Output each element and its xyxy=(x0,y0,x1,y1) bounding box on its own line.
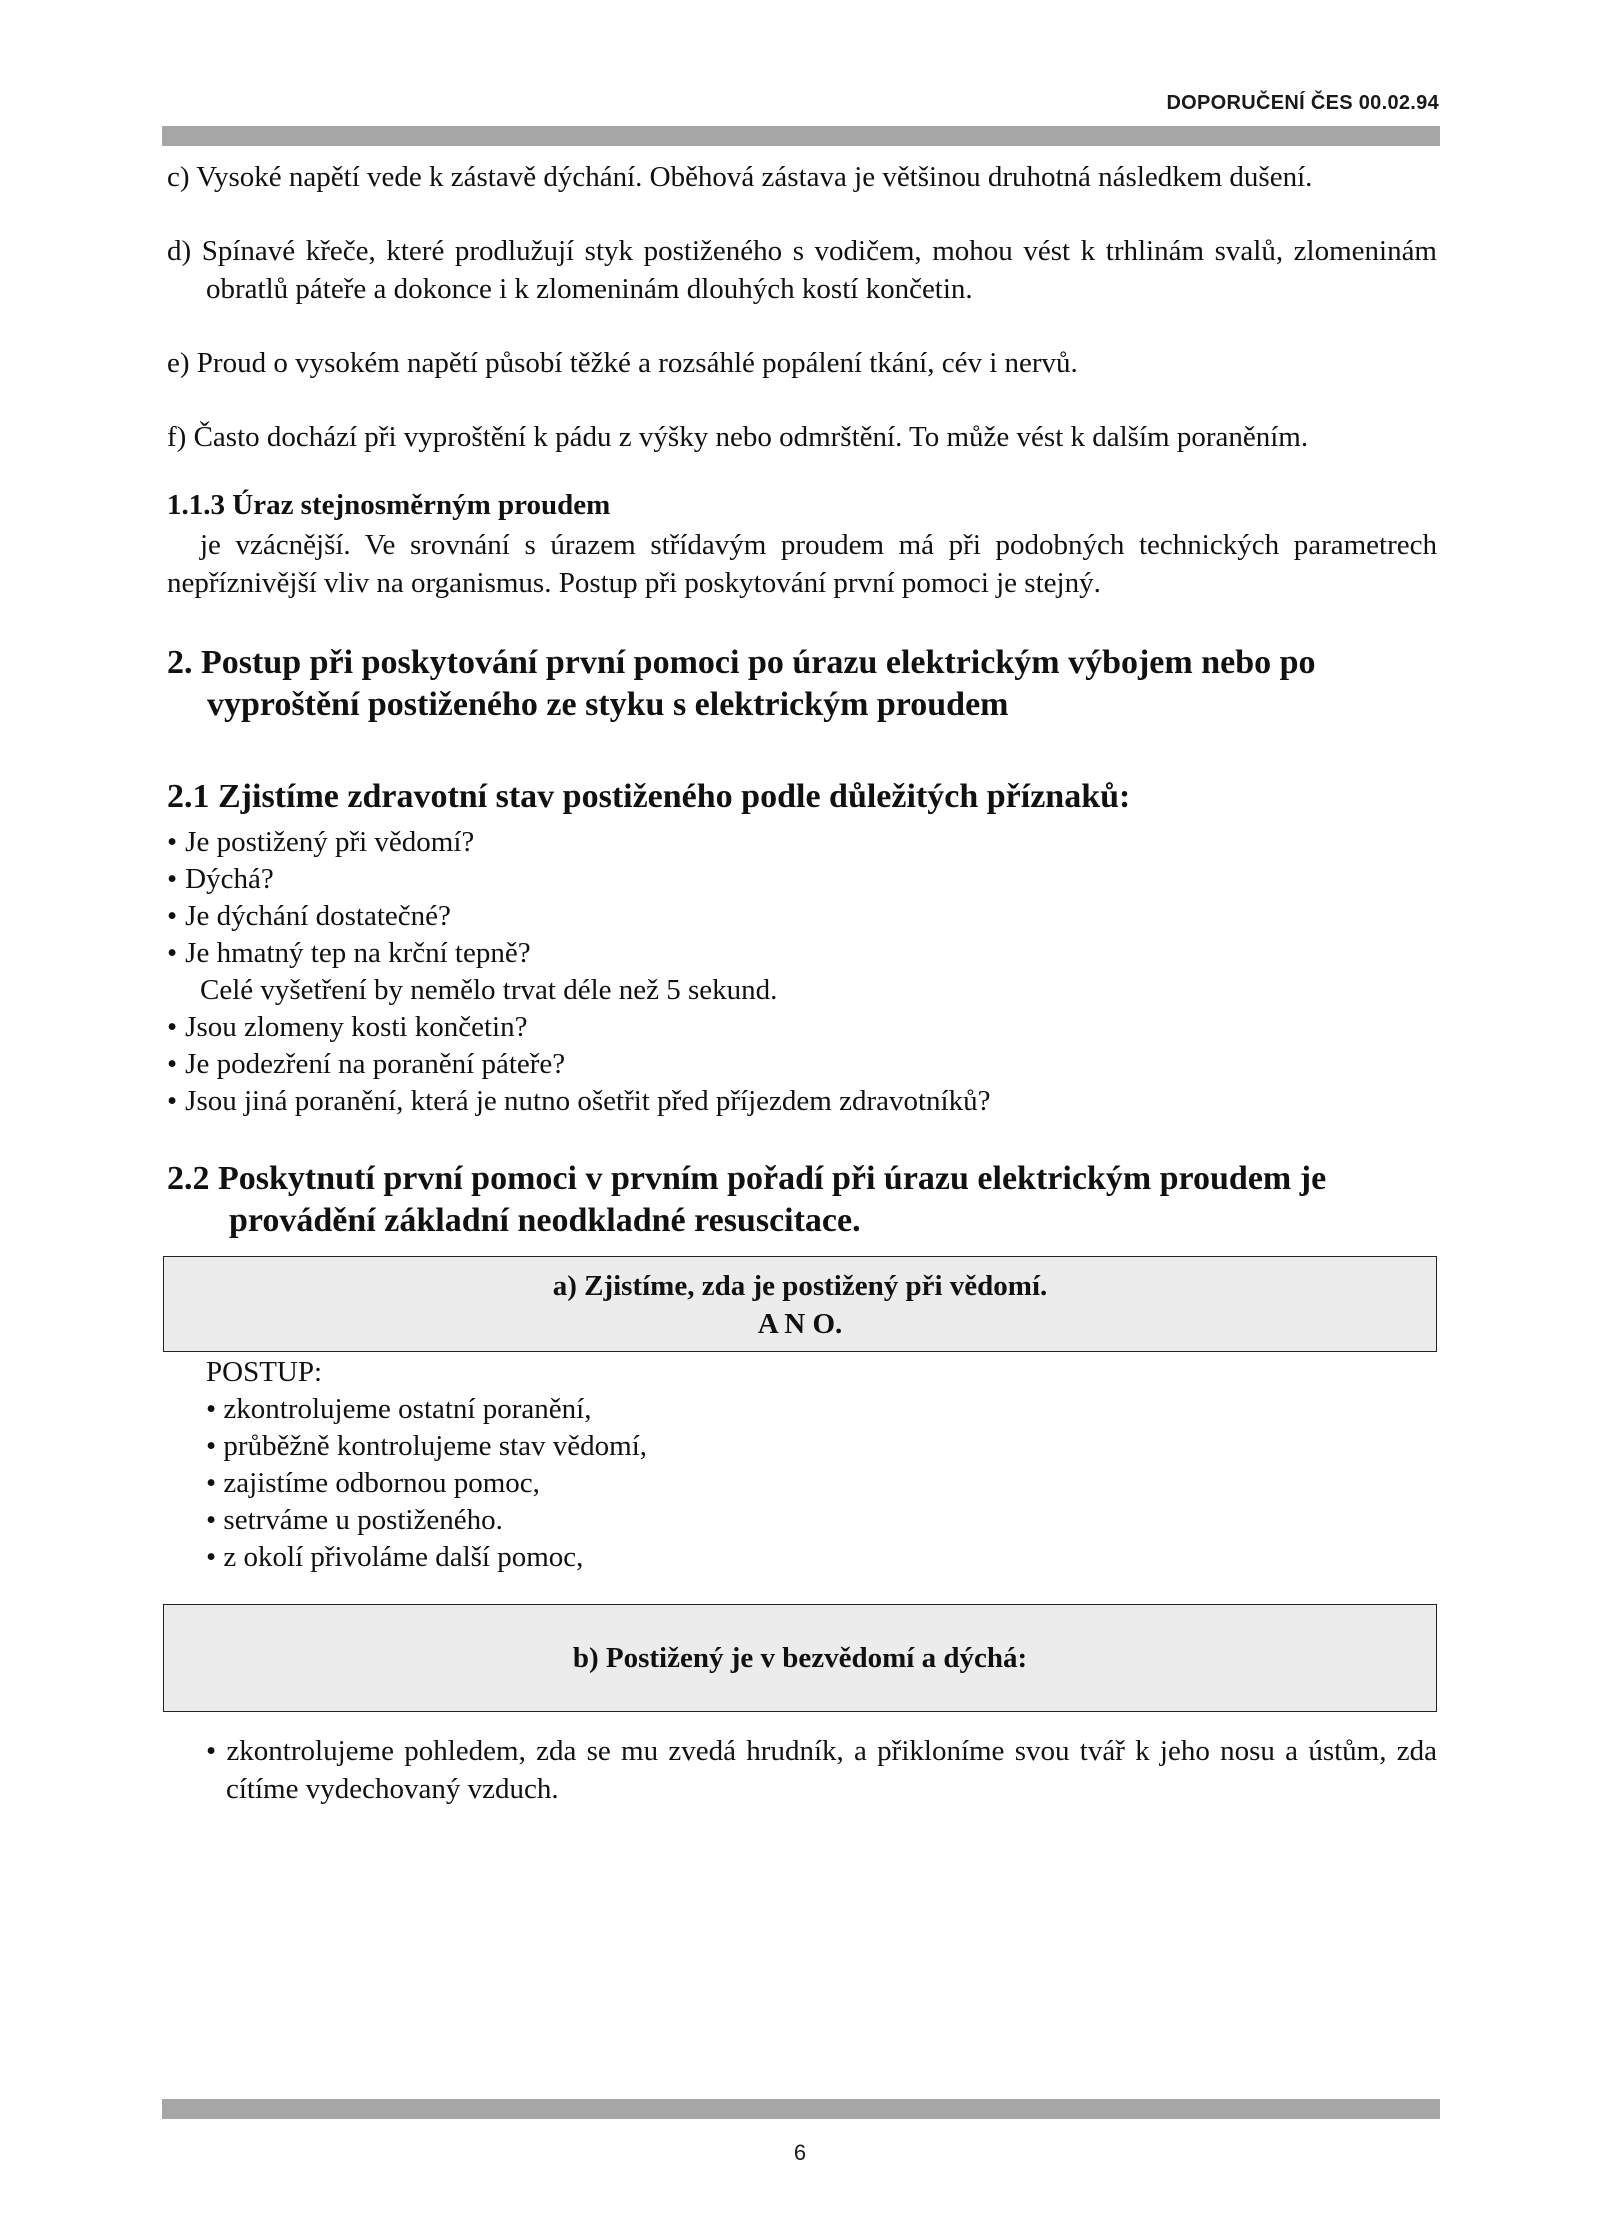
heading-1-1-3: 1.1.3 Úraz stejnosměrným proudem xyxy=(167,489,611,521)
list-item: • Jsou zlomeny kosti končetin? xyxy=(167,1011,528,1043)
box-a-answer: A N O. xyxy=(757,1308,843,1340)
bullet-icon: • xyxy=(206,1541,217,1573)
box-b-title: b) Postižený je v bezvědomí a dýchá: xyxy=(572,1642,1028,1674)
list-item: • průběžně kontrolujeme stav vědomí, xyxy=(206,1430,648,1462)
list-item: • Dýchá? xyxy=(167,863,274,895)
bullet-icon: • xyxy=(167,826,178,858)
bullet-icon: • xyxy=(206,1504,217,1536)
list-item: • zkontrolujeme ostatní poranění, xyxy=(206,1393,592,1425)
bullet-icon: • xyxy=(167,1048,178,1080)
footer-rule xyxy=(162,2099,1440,2119)
heading-2-1: 2.1 Zjistíme zdravotní stav postiženého podle důležitých příznaků: xyxy=(167,778,1131,815)
bullet-icon: • xyxy=(206,1735,217,1767)
list-item: • Je postižený při vědomí? xyxy=(167,826,475,858)
box-a-title: a) Zjistíme, zda je postižený při vědomí. xyxy=(552,1270,1048,1302)
bullet-icon: • xyxy=(167,863,178,895)
list-item-e: e) Proud o vysokém napětí působí těžké a rozsáhlé popálení tkání, cév i nervů. xyxy=(167,347,1078,379)
list-item: • z okolí přivoláme další pomoc, xyxy=(206,1541,584,1573)
bullet-icon: • xyxy=(206,1393,217,1425)
heading-2: 2. Postup při poskytování první pomoci po úrazu elektrickým výbojem nebo po vyproštění postiženého ze styku s elektrickým proudem xyxy=(167,644,1316,723)
list-item-d: d) Spínavé křeče, které prodlužují styk postiženého s vodičem, mohou vést k trhlinám svalů, zlomeninám obratlů páteře a dokonce i k zlomeninám dlouhých kostí končetin. xyxy=(167,235,1437,305)
list-item: • Je hmatný tep na krční tepně? xyxy=(167,937,531,969)
list-item: • Jsou jiná poranění, která je nutno ošetřit před příjezdem zdravotníků? xyxy=(167,1085,991,1117)
bullet-icon: • xyxy=(167,1085,178,1117)
procedure-list xyxy=(206,1391,1437,1576)
list-item-f: f) Často dochází při vyproštění k pádu z výšky nebo odmrštění. To může vést k dalším poraněním. xyxy=(167,421,1309,453)
list-item: • zkontrolujeme pohledem, zda se mu zvedá hrudník, a přikloníme svou tvář k jeho nosu a ústům, zda cítíme vydechovaný vzduch. xyxy=(206,1735,1438,1805)
box-a-conscious xyxy=(163,1256,1437,1352)
examination-note: Celé vyšetření by nemělo trvat déle než 5 sekund. xyxy=(200,974,778,1006)
bullet-icon: • xyxy=(206,1430,217,1462)
symptom-checklist xyxy=(167,824,1437,1120)
header-rule xyxy=(162,126,1440,146)
heading-2-2: 2.2 Poskytnutí první pomoci v prvním pořadí při úrazu elektrickým proudem je provádění základní neodkladné resuscitace. xyxy=(167,1160,1327,1239)
bullet-icon: • xyxy=(167,937,178,969)
bullet-icon: • xyxy=(167,900,178,932)
list-item: • setrváme u postiženého. xyxy=(206,1504,503,1536)
list-item: • Je dýchání dostatečné? xyxy=(167,900,451,932)
page-content xyxy=(167,158,1437,1808)
breathing-check-list xyxy=(206,1732,1437,1808)
page-number: 6 xyxy=(793,2140,807,2165)
list-item: • zajistíme odbornou pomoc, xyxy=(206,1467,540,1499)
document-code: DOPORUČENÍ ČES 00.02.94 xyxy=(1166,92,1439,114)
bullet-icon: • xyxy=(206,1467,217,1499)
box-b-unconscious xyxy=(163,1604,1437,1712)
list-item: • Je podezření na poranění páteře? xyxy=(167,1048,566,1080)
paragraph-1-1-3: je vzácnější. Ve srovnání s úrazem střídavým proudem má při podobných technických parametrech nepříznivější vliv na organismus. Postup při poskytování první pomoci je stejný. xyxy=(167,529,1437,599)
list-item-c: c) Vysoké napětí vede k zástavě dýchání. Oběhová zástava je většinou druhotná následkem dušení. xyxy=(167,161,1313,193)
bullet-icon: • xyxy=(167,1011,178,1043)
procedure-label: POSTUP: xyxy=(206,1356,323,1388)
